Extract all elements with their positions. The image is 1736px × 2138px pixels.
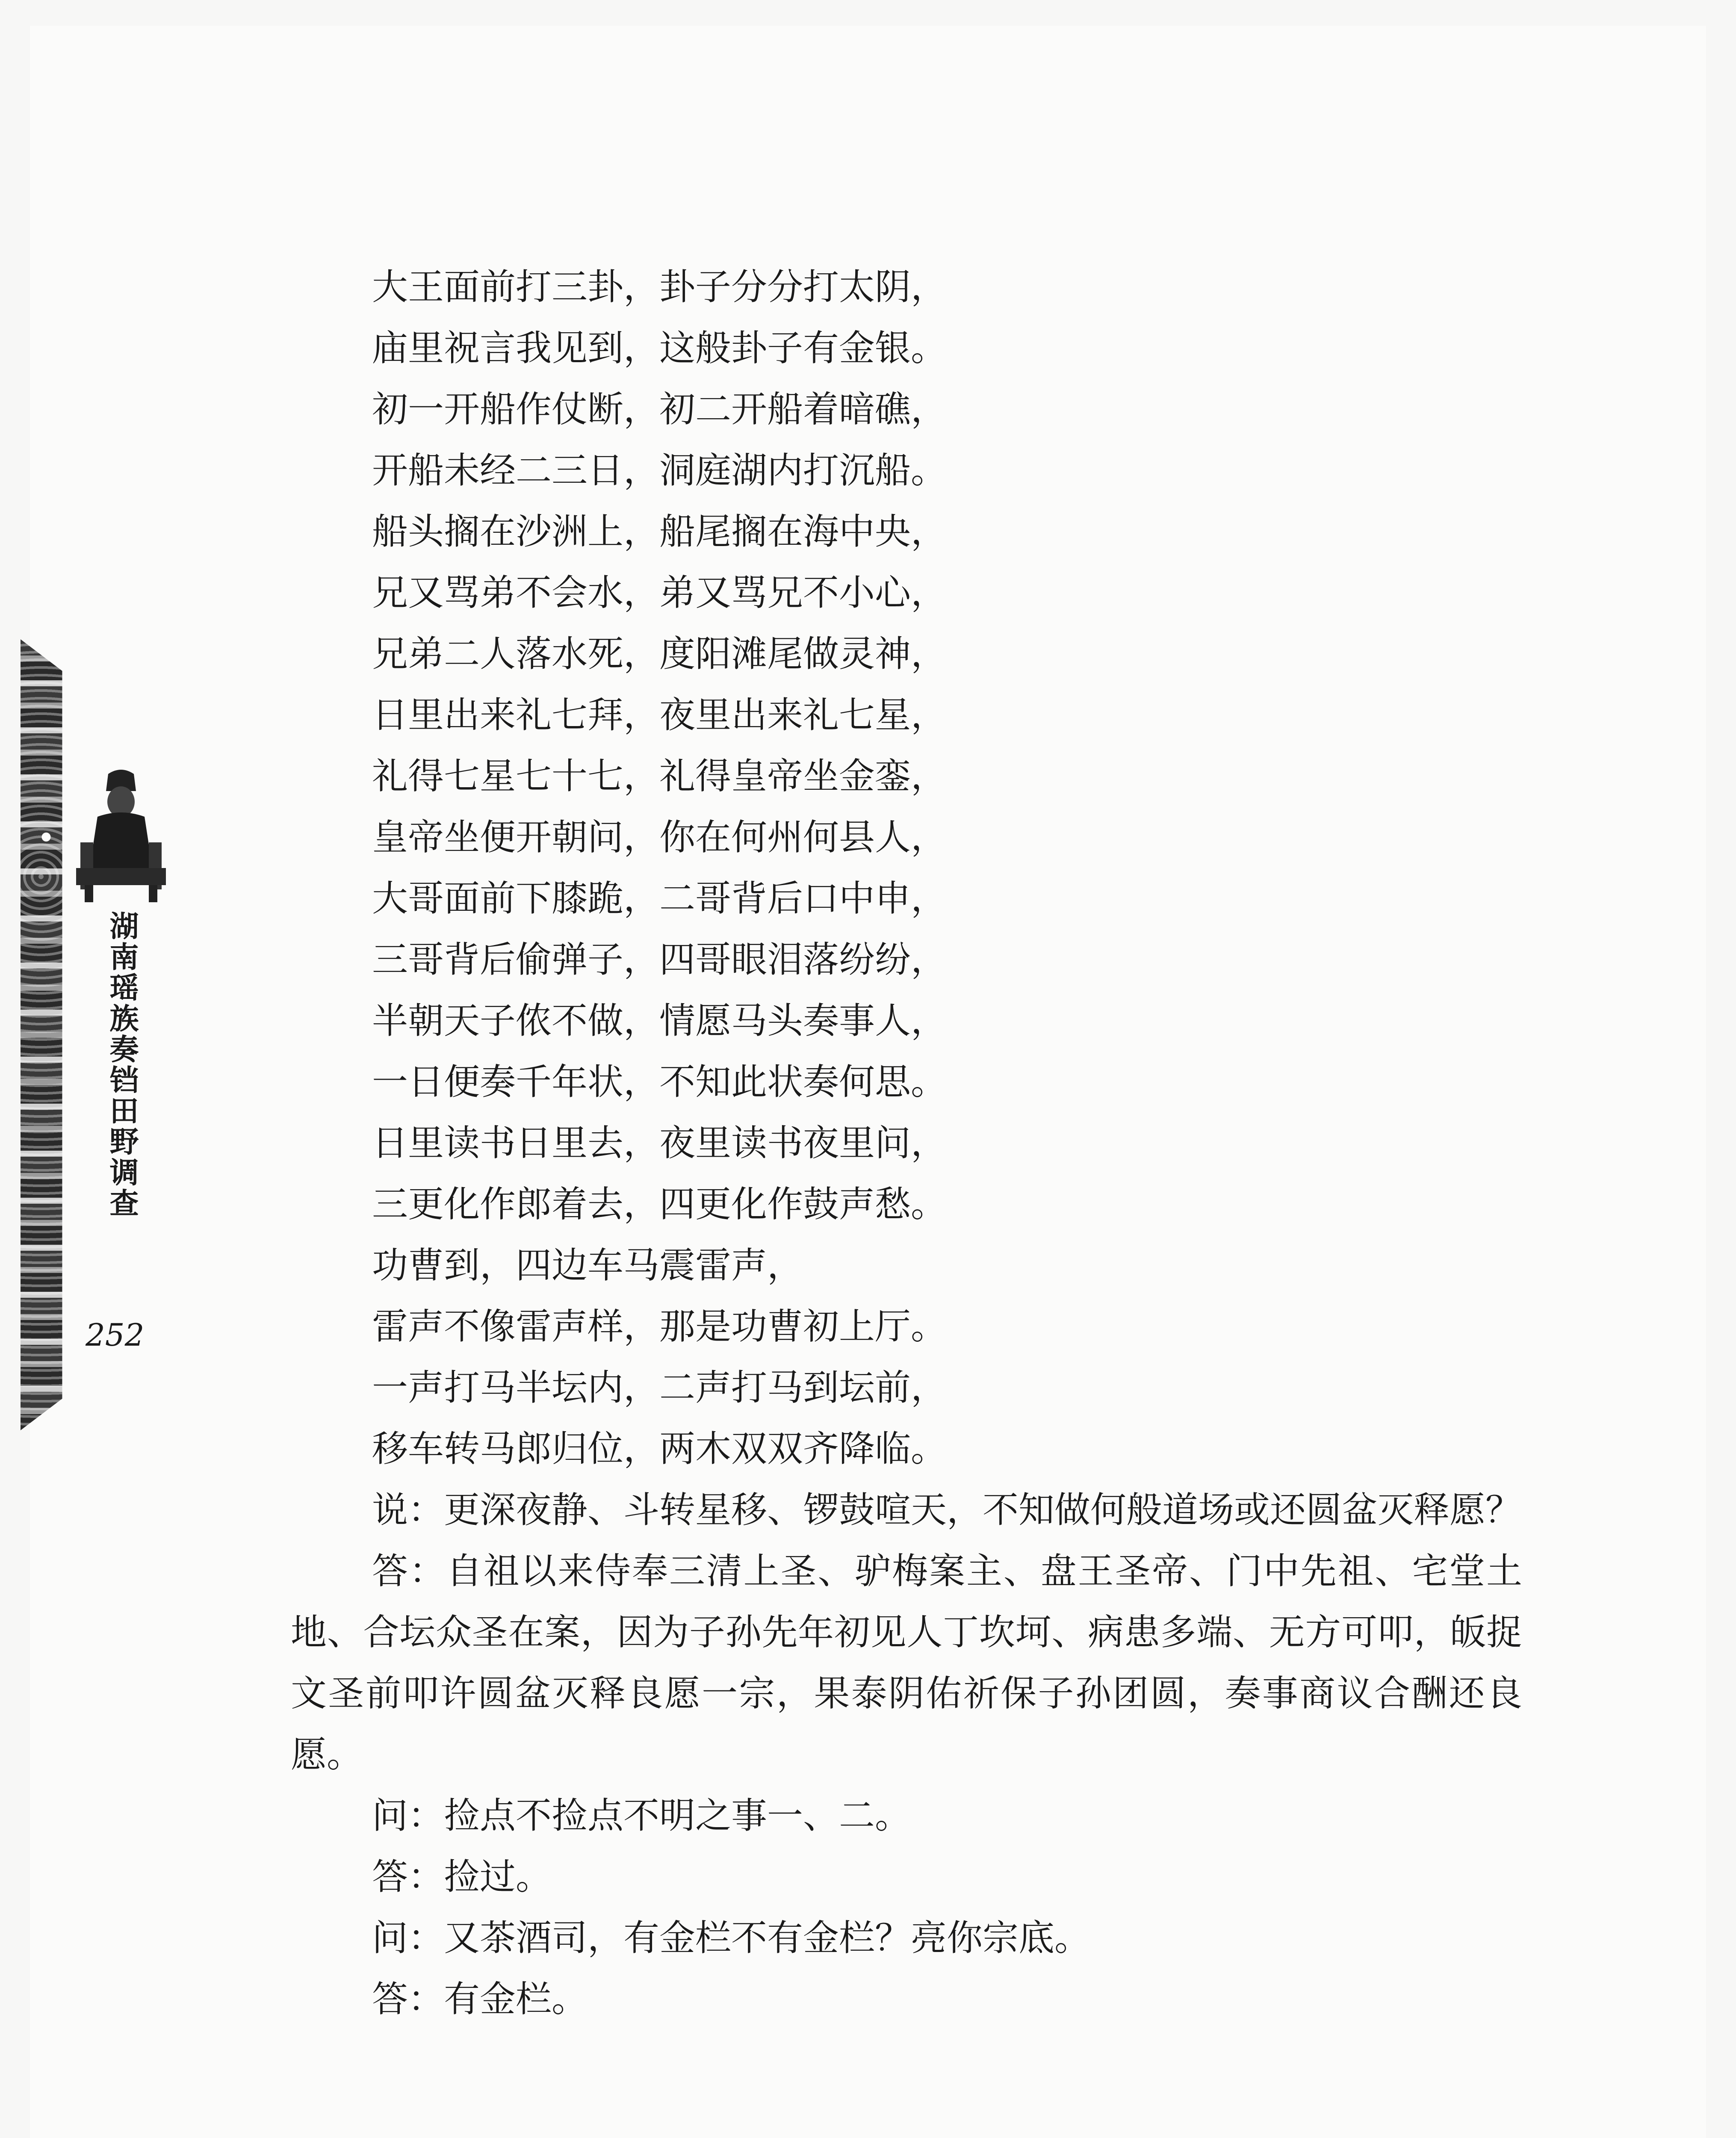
verse-line: 皇帝坐便开朝问，你在何州何县人， (372, 816, 947, 858)
book-title-vertical: 湖南瑶族奏铛田野调查 (105, 911, 139, 1219)
dialogue-paragraph: 答：捡过。 (372, 1856, 552, 1898)
page-number: 252 (86, 1317, 145, 1353)
verse-line: 日里读书日里去，夜里读书夜里问， (372, 1122, 947, 1164)
verse-line: 移车转马郎归位，两木双双齐降临。 (372, 1428, 947, 1470)
verse-line: 初一开船作仗断，初二开船着暗礁， (372, 388, 947, 430)
verse-line: 功曹到，四边车马震雷声， (372, 1244, 803, 1286)
verse-line: 一日便奏千年状，不知此状奏何思。 (372, 1061, 947, 1103)
dialogue-paragraph: 答：有金栏。 (372, 1978, 588, 2020)
verse-line: 兄弟二人落水死，度阳滩尾做灵神， (372, 633, 947, 675)
verse-line: 一声打马半坛内，二声打马到坛前， (372, 1367, 947, 1409)
verse-line: 兄又骂弟不会水，弟又骂兄不小心， (372, 572, 947, 614)
verse-line: 船头搁在沙洲上，船尾搁在海中央， (372, 511, 947, 552)
verse-line: 礼得七星七十七，礼得皇帝坐金銮， (372, 755, 947, 797)
seated-deity-image (72, 765, 170, 902)
verse-line: 大王面前打三卦，卦子分分打太阴， (372, 266, 947, 308)
verse-line: 开船未经二三日，洞庭湖内打沉船。 (372, 449, 947, 491)
verse-line: 三更化作郎着去，四更化作鼓声愁。 (372, 1183, 947, 1225)
body-text (291, 257, 1522, 2030)
verse-line: 三哥背后偷弹子，四哥眼泪落纷纷， (372, 939, 947, 980)
verse-line: 雷声不像雷声样，那是功曹初上厅。 (372, 1305, 947, 1347)
dialogue-paragraph: 问：又茶酒司，有金栏不有金栏？亮你宗底。 (372, 1917, 1091, 1959)
verse-line: 庙里祝言我见到，这般卦子有金银。 (372, 327, 947, 369)
dialogue-paragraph: 答：自祖以来侍奉三清上圣、驴梅案主、盘王圣帝、门中先祖、宅堂土地、合坛众圣在案，因为子孙先年初见人丁坎坷、病患多端、无方可叩，皈捉文圣前叩许圆盆灭释良愿一宗，果泰阴佑祈保子孙团圆，奏事商议合酬还良愿。 (291, 1550, 1522, 1775)
dialogue-paragraph: 问：捡点不捡点不明之事一、二。 (372, 1795, 911, 1837)
verse-line: 大哥面前下膝跪，二哥背后口中申， (372, 877, 947, 919)
verse-line: 半朝天子侬不做，情愿马头奏事人， (372, 1000, 947, 1042)
verse-line: 日里出来礼七拜，夜里出来礼七星， (372, 694, 947, 736)
dialogue-paragraph: 说：更深夜静、斗转星移、锣鼓喧天，不知做何般道场或还圆盆灭释愿？ (372, 1489, 1522, 1531)
